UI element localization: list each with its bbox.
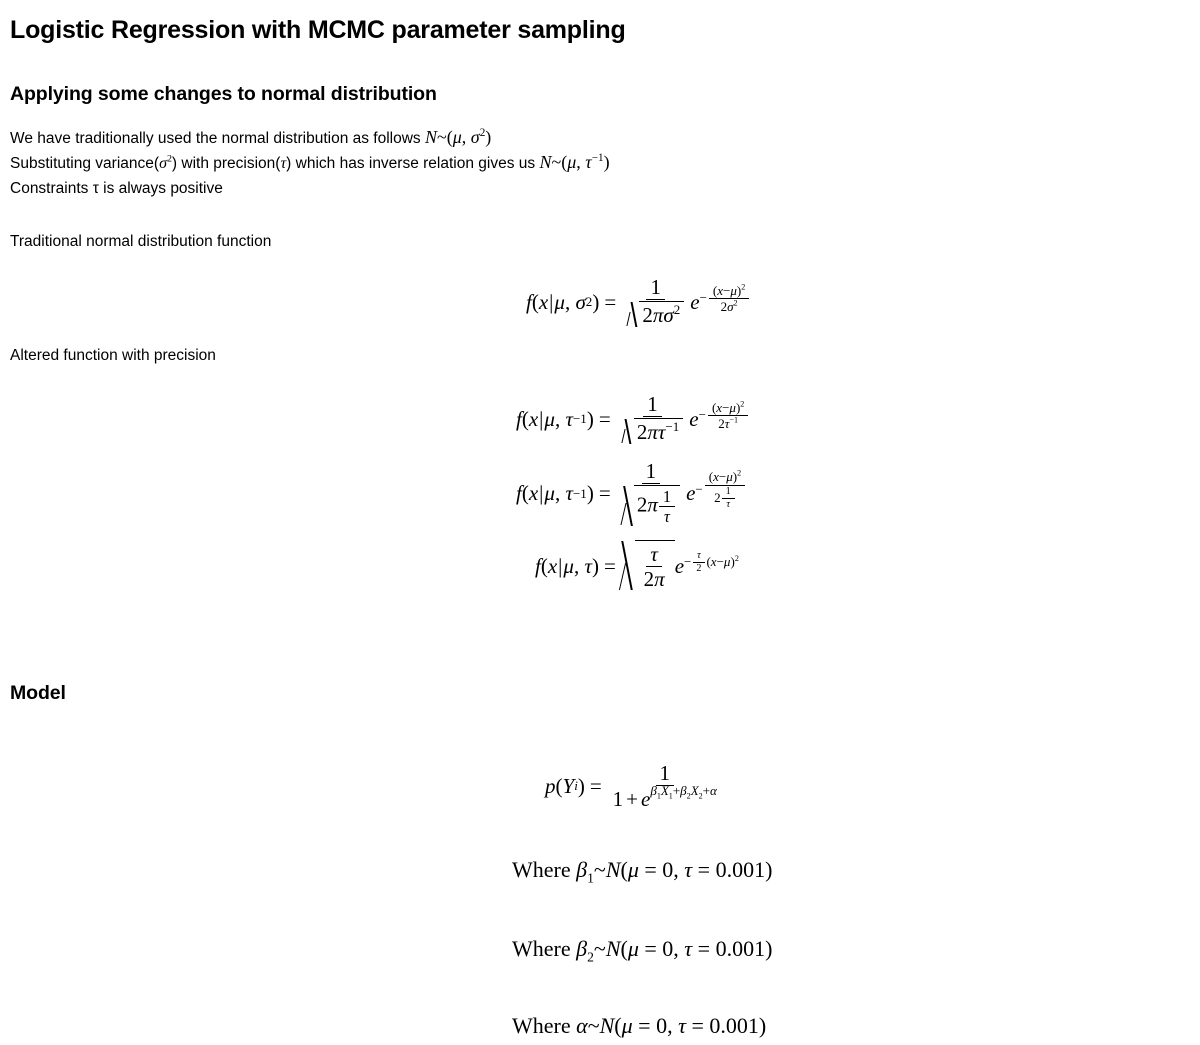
number-two-exp: 2 <box>720 299 728 315</box>
symbol-tilde-2: ~ <box>551 152 562 172</box>
paren-open-exp: ( <box>706 553 711 569</box>
precision-symbol: τ <box>684 936 693 961</box>
square-root-icon <box>621 540 675 592</box>
symbol-tilde: ~ <box>437 127 447 147</box>
fraction-precision-2 <box>618 460 684 527</box>
paren-open: ( <box>540 553 548 578</box>
mean-value: 0 <box>656 1013 668 1038</box>
paren-close: ) <box>592 289 600 314</box>
square-root-icon <box>622 485 680 527</box>
equals-sign-mean: = <box>644 857 657 882</box>
fraction-numerator: 1 <box>643 393 662 417</box>
comma: , <box>564 289 571 314</box>
comma: , <box>667 1013 673 1038</box>
parameter-symbol: α <box>576 1013 588 1038</box>
where-label: Where <box>512 1013 577 1038</box>
parameter-symbol: β <box>576 857 588 882</box>
formula-precision-pdf-simplified <box>535 540 739 592</box>
exponent-block <box>695 470 747 511</box>
page-title: Logistic Regression with MCMC parameter sampling <box>10 16 626 44</box>
fraction-numerator: τ <box>646 543 662 567</box>
conditional-bar: | <box>558 553 563 578</box>
fraction-denominator <box>609 782 721 812</box>
precision-symbol: τ <box>678 1013 686 1038</box>
paren-close: ) <box>586 481 594 506</box>
symbol-mu-exp: μ <box>729 399 736 415</box>
precision-symbol: τ <box>684 857 693 882</box>
square-root-icon <box>622 418 684 445</box>
symbol-mu: μ <box>452 127 462 147</box>
symbol-pi: π <box>647 420 658 445</box>
symbol-tau-den: τ <box>657 420 666 445</box>
fraction-precision-1 <box>618 393 688 445</box>
variable-x: x <box>528 406 539 431</box>
minus-sign: − <box>698 406 706 422</box>
minus-sign: − <box>695 481 703 497</box>
fraction-logistic <box>609 762 721 810</box>
fraction-denominator <box>640 567 669 590</box>
exponent-denominator <box>717 299 742 314</box>
precision-value: 0.001 <box>715 857 766 882</box>
variable-X-2: X <box>690 782 699 798</box>
comma: , <box>573 553 580 578</box>
square-root-icon <box>627 301 684 328</box>
number-two-exp: 2 <box>714 489 721 505</box>
paragraph-line-2-mid: ) with precision( <box>171 155 281 172</box>
symbol-mu-exp: μ <box>730 282 737 298</box>
paren-open-exp: ( <box>712 282 718 298</box>
fraction-denominator <box>618 484 684 527</box>
fraction-numerator: 1 <box>656 762 675 786</box>
paren-open: ( <box>521 406 529 431</box>
exponent-minus-one-den: −1 <box>665 419 680 435</box>
symbol-sigma-exp: σ <box>727 299 734 315</box>
paren-open: ( <box>531 289 539 314</box>
caption-traditional-function: Traditional normal distribution function <box>10 233 272 250</box>
plus-sign-exp-1: + <box>672 782 681 798</box>
nested-fraction-one-over-tau <box>659 488 675 525</box>
conditional-bar: | <box>539 481 544 506</box>
tilde: ~ <box>593 857 606 882</box>
paren-open: ( <box>521 481 529 506</box>
exponent-two-exp: 2 <box>734 553 739 563</box>
exponent-two: 2 <box>479 127 486 139</box>
number-two: 2 <box>636 420 648 445</box>
parameter-subscript: 1 <box>587 870 594 886</box>
where-label: Where <box>512 857 577 882</box>
minus-exp: − <box>723 282 731 298</box>
paren-open: ( <box>555 773 563 798</box>
formula-logistic-model: p ( Y i ) = $\frac{1}{1 + e\beta_1X_1+\beta_2X_2+\alpha}$ <box>545 762 723 810</box>
exponent-minus-one: −1 <box>591 152 604 164</box>
mean-value: 0 <box>662 857 674 882</box>
where-label: Where <box>512 936 577 961</box>
symbol-alpha: α <box>710 782 717 798</box>
function-f: f <box>526 289 532 314</box>
exponent-fraction <box>709 284 749 314</box>
nested-denominator: τ <box>664 507 670 527</box>
variable-x-exp: x <box>710 553 717 569</box>
prior-alpha <box>512 1013 766 1039</box>
minus-exp: − <box>722 399 730 415</box>
exponent-block <box>684 551 739 575</box>
paren-open-2: ( <box>561 152 568 172</box>
symbol-tau-inline: τ <box>280 155 287 172</box>
exponent-two-exp: 2 <box>737 468 742 478</box>
euler-e: e <box>674 553 685 578</box>
euler-e: e <box>689 406 699 431</box>
paren-close-exp: ) <box>735 399 741 415</box>
variable-x-exp: x <box>716 399 723 415</box>
function-f: f <box>535 553 541 578</box>
comma: , <box>554 481 561 506</box>
symbol-tau: τ <box>565 481 573 506</box>
subscript-two: 2 <box>686 791 691 801</box>
exponent-two-exp: 2 <box>741 282 746 292</box>
nested-fraction-one-over-tau-exp <box>722 487 735 511</box>
prior-beta2 <box>512 936 773 965</box>
symbol-pi: π <box>652 303 664 328</box>
tilde: ~ <box>587 1013 600 1038</box>
paren-open-exp: ( <box>708 468 714 484</box>
euler-e: e <box>690 289 700 314</box>
comma: , <box>673 857 679 882</box>
exponent-fraction <box>705 470 745 511</box>
mean-symbol: μ <box>627 936 639 961</box>
fraction-numerator: 1 <box>642 460 661 484</box>
formula-precision-pdf-inverse-tau: f ( x | μ , τ −1 ) = $\frac{1}{2\pi\tau^{-1}}$ e − $\frac{(x-\mu)^2}{2\tau^{-1}}$ <box>516 393 750 445</box>
symbol-N-2: N <box>539 152 552 172</box>
minus-exp: − <box>718 468 727 484</box>
paragraph-line-2-after: ) which has inverse relation gives us <box>286 155 540 172</box>
conditional-bar: | <box>539 406 544 431</box>
exponent-two-den: 2 <box>673 302 681 318</box>
equals-sign-precision: = <box>697 936 711 961</box>
exponent-minus-one-exp: −1 <box>729 415 739 425</box>
minus-exp: − <box>716 553 724 569</box>
exponent-denominator: 2 <box>696 563 702 575</box>
distribution-symbol: N <box>605 857 621 882</box>
equals-sign-mean: = <box>644 936 657 961</box>
paren-close: ) <box>758 1013 767 1038</box>
paren-open: ( <box>614 1013 622 1038</box>
equals-sign-precision: = <box>691 1013 704 1038</box>
symbol-tau: τ <box>584 553 592 578</box>
paren-close: ) <box>765 857 773 882</box>
paragraph-line-1 <box>10 126 491 151</box>
symbol-mu-exp: μ <box>726 468 733 484</box>
distribution-symbol: N <box>605 936 621 961</box>
number-two-exp: 2 <box>718 416 725 432</box>
section-heading-distribution: Applying some changes to normal distribution <box>10 83 437 105</box>
fraction-tau-over-two-pi <box>640 543 669 590</box>
paren-open-exp: ( <box>711 399 717 415</box>
symbol-beta-2: β <box>680 782 687 798</box>
exponent-two-inline: 2 <box>166 153 172 165</box>
symbol-mu-exp: μ <box>723 553 731 569</box>
fraction-denominator <box>623 300 688 328</box>
formula-traditional-normal-pdf: f ( x | μ , σ 2 ) = $\frac{1}{2\pi\sigma^2}$ e − $\frac{(x-\mu)^2}{2\sigma^2}$ <box>526 276 751 328</box>
tilde: ~ <box>593 936 606 961</box>
equals-sign: = <box>603 553 616 578</box>
paren-close-exp: ) <box>732 468 738 484</box>
mean-symbol: μ <box>627 857 639 882</box>
paragraph-line-2 <box>10 151 610 176</box>
paragraph-line-2-prefix: Substituting variance( <box>10 155 160 172</box>
subscript-one-X: 1 <box>668 791 673 801</box>
function-f: f <box>516 406 522 431</box>
nested-denominator-exp: τ <box>726 499 730 511</box>
symbol-pi: π <box>654 567 665 592</box>
parameter-subscript: 2 <box>587 949 594 965</box>
symbol-tau-exp: τ <box>724 416 730 432</box>
symbol-beta-1: β <box>650 782 657 798</box>
variable-x: x <box>528 481 539 506</box>
fraction-normal <box>623 276 688 328</box>
nested-numerator: 1 <box>659 488 675 507</box>
euler-e: e <box>686 481 696 506</box>
number-two: 2 <box>642 303 653 328</box>
number-one-den: 1 <box>612 787 624 812</box>
comma: , <box>461 127 467 147</box>
paren-open: ( <box>620 857 628 882</box>
exponent-two-exp: 2 <box>740 399 745 409</box>
variable-x-exp: x <box>713 468 719 484</box>
exponent-denominator <box>714 416 742 431</box>
mean-value: 0 <box>662 936 674 961</box>
precision-value: 0.001 <box>709 1013 759 1038</box>
symbol-N: N <box>424 127 437 147</box>
exponent-numerator <box>709 284 749 300</box>
paren-open: ( <box>446 127 453 147</box>
exponent-numerator <box>705 470 745 486</box>
comma: , <box>554 406 561 431</box>
symbol-mu: μ <box>554 289 565 314</box>
exponent-fraction-tau-over-two <box>692 551 705 575</box>
exponent-two-sigma: 2 <box>733 298 738 308</box>
symbol-sigma: σ <box>470 127 480 147</box>
distribution-symbol: N <box>599 1013 615 1038</box>
subscript-two-X: 2 <box>698 791 703 801</box>
exponent-denominator <box>710 486 740 511</box>
exponent-block <box>650 782 717 801</box>
formula-precision-pdf-one-over-tau: f ( x | μ , τ −1 ) = 1 2π $\frac{1}{\tau}$ e − $(x-\mu)^2$ 2 $\frac{1}{\tau}$ <box>516 460 747 527</box>
equals-sign: = <box>598 481 611 506</box>
symbol-sigma: σ <box>575 289 586 314</box>
comma-2: , <box>576 152 581 172</box>
paren-close-exp: ) <box>736 282 742 298</box>
paren-open: ( <box>620 936 628 961</box>
parameter-symbol: β <box>576 936 588 961</box>
exponent-fraction <box>708 401 748 431</box>
prior-beta1 <box>512 857 773 886</box>
paragraph-line-3: Constraints τ is always positive <box>10 180 223 197</box>
function-p: p <box>545 773 556 798</box>
mean-symbol: μ <box>621 1013 633 1038</box>
symbol-mu: μ <box>544 481 555 506</box>
number-two: 2 <box>636 492 648 517</box>
paren-close: ) <box>577 773 585 798</box>
symbol-pi: π <box>647 492 658 517</box>
euler-e: e <box>641 787 651 812</box>
equals-sign: = <box>589 773 602 798</box>
fraction-denominator <box>618 417 688 445</box>
variable-x-exp: x <box>717 282 724 298</box>
paren-close-exp: ) <box>730 553 735 569</box>
equals-sign: = <box>604 289 617 314</box>
exponent-numerator <box>708 401 748 417</box>
function-f: f <box>516 481 522 506</box>
paragraph-line-1-text: We have traditionally used the normal distribution as follows <box>10 130 425 147</box>
paren-close: ) <box>591 553 599 578</box>
equals-sign-mean: = <box>638 1013 651 1038</box>
symbol-mu: μ <box>544 406 555 431</box>
fraction-numerator: 1 <box>646 276 665 300</box>
symbol-sigma-inline: σ <box>159 155 167 172</box>
variable-x: x <box>538 289 549 314</box>
paren-close: ) <box>765 936 773 961</box>
variable-x: x <box>547 553 558 578</box>
number-two: 2 <box>643 567 655 592</box>
nested-numerator-exp: 1 <box>722 487 735 500</box>
variable-Y: Y <box>562 773 575 798</box>
variable-X-1: X <box>660 782 669 798</box>
symbol-tau-2: τ <box>585 152 592 172</box>
precision-value: 0.001 <box>715 936 766 961</box>
exponent-block <box>699 401 751 431</box>
symbol-sigma-den: σ <box>663 303 674 328</box>
comma: , <box>673 936 679 961</box>
equals-sign: = <box>598 406 611 431</box>
symbol-mu-2: μ <box>567 152 577 172</box>
subscript-one: 1 <box>656 791 661 801</box>
section-heading-model: Model <box>10 682 66 704</box>
minus-sign: − <box>684 553 692 569</box>
paren-close: ) <box>485 127 492 147</box>
conditional-bar: | <box>549 289 554 314</box>
equals-sign-precision: = <box>697 857 711 882</box>
caption-altered-function: Altered function with precision <box>10 347 216 364</box>
exponent-block <box>700 284 752 314</box>
exponent-numerator: τ <box>693 551 705 564</box>
symbol-mu: μ <box>563 553 574 578</box>
symbol-tau: τ <box>565 406 573 431</box>
plus-sign: + <box>626 787 638 812</box>
plus-sign-exp-2: + <box>702 782 711 798</box>
minus-sign: − <box>699 289 707 305</box>
paren-close: ) <box>586 406 594 431</box>
paren-close-2: ) <box>603 152 610 172</box>
